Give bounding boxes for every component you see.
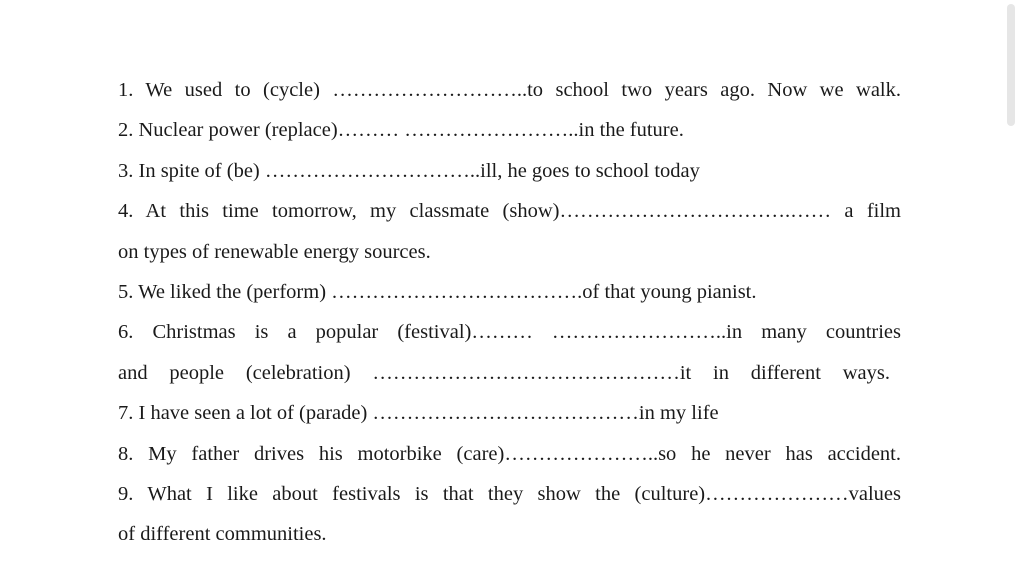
vertical-scrollbar[interactable] (1002, 0, 1024, 573)
exercise-line-1: 1. We used to (cycle) ………………………..to school two years ago. Now we walk. (118, 79, 901, 101)
exercise-line-6: 6. Christmas is a popular (festival)……… ……………………..in many countries (118, 321, 901, 344)
exercise-line-9-continued: of different communities. (118, 523, 327, 546)
exercise-line-2: 2. Nuclear power (replace)……… ……………………..in the future. (118, 119, 684, 142)
exercise-line-7: 7. I have seen a lot of (parade) …………………………………in my life (118, 402, 719, 425)
exercise-line-4-continued: on types of renewable energy sources. (118, 240, 431, 263)
exercise-line-5: 5. We liked the (perform) ……………………………….of that young pianist. (118, 280, 757, 303)
scrollbar-thumb[interactable] (1007, 4, 1015, 126)
exercise-line-8: 8. My father drives his motorbike (care)…………………..so he never has accident. (118, 442, 901, 465)
exercise-line-9: 9. What I like about festivals is that they show the (culture)…………………values (118, 482, 901, 505)
exercise-list (118, 70, 918, 555)
exercise-line-6-continued: and people (celebration) ………………………………………it in different ways. (118, 361, 890, 384)
exercise-line-3: 3. In spite of (be) …………………………..ill, he goes to school today (118, 159, 700, 182)
exercise-line-4: 4. At this time tomorrow, my classmate (show)…………………………….…… a film (118, 200, 901, 223)
